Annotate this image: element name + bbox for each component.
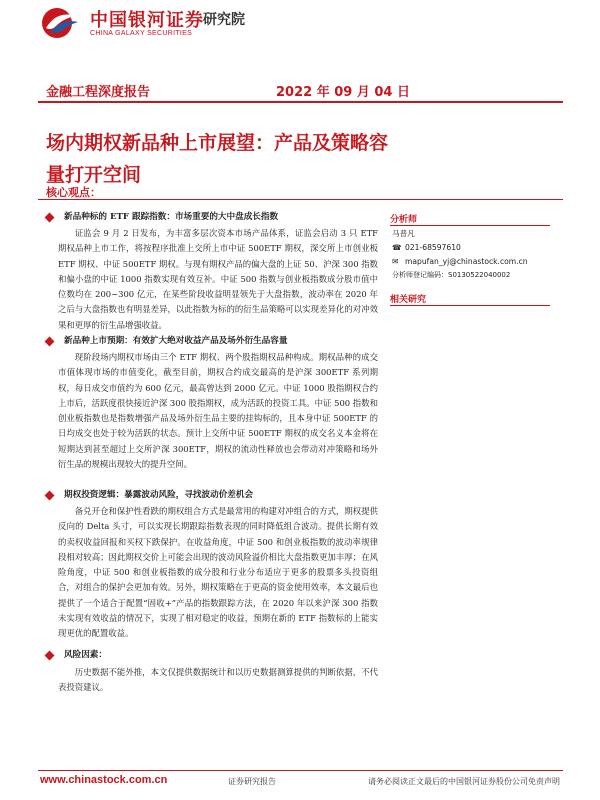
section-paragraph: 现阶段场内期权市场由三个 ETF 期权、两个股指期权品种构成。期权品种的成交市值体现市场的市值变化，截至目前，期权合约成交最高的是沪深 300ETF 系列期权，每日成交市值约为 600 亿元，最高曾达到 2000 亿元。中证 1000 股指期权合约上市后，活跃度很快接近沪深 300 股指期权，成为活跃的投资工具。中证 500 指数和创业板指数也是指数增强产品及场外衍生品主要的挂钩标的，且本身中证 500ETF 的日均成交也处于较为活跃的状态。预计上交所中证 500ETF 期权的成交名义本金将在短期达到甚至超过上交所沪深 300ETF，期权的流动性释放也会带动对冲策略和场外衍生品的规模出现较大的提升空间。 — [58, 352, 378, 470]
brand-name-en: CHINA GALAXY SECURITIES — [90, 30, 193, 37]
phone-icon: ☎ — [392, 243, 402, 252]
page-title: 场内期权新品种上市展望：产品及策略容量打开空间 — [46, 132, 389, 186]
bullet-icon — [45, 213, 55, 223]
bullet-icon — [45, 337, 55, 347]
section-paragraph: 证监会 9 月 2 日发布，为丰富多层次资本市场产品体系，证监会启动 3 只 ETF 期权品种上市工作，将按程序批准上交所上市中证 500ETF 期权，深交所上市创业板 ETF 期权、中证 500ETF 期权。与现有期权产品的偏大盘的上证 50、沪深 300 指数和偏小盘的中证 1000 指数实现有效互补。中证 500 指数与创业板指数成分股市值中位数均在 200~300 亿元，在某些阶段收益明显领先于大盘指数，波动率在 2020 年之后与大盘指数也有明显差异，以此指数为标的的衍生品策略可以实现差异化的对冲效果和更厚的衍生品增强收益。 — [58, 228, 378, 330]
brand-logo-icon — [40, 6, 82, 40]
footer-disclaimer: 请务必阅读正文最后的中国银河证券股份公司免责声明 — [368, 777, 560, 786]
brand-name-cn: 中国银河证券 — [90, 10, 204, 31]
analyst-email[interactable]: mapufan_yj@chinastock.com.cn — [405, 257, 528, 266]
footer-website-link[interactable]: www.chinastock.com.cn — [40, 774, 168, 786]
section-heading-1: 新品种标的 ETF 跟踪指数：市场重要的大中盘成长指数 — [64, 212, 279, 222]
sidebar-divider — [390, 305, 550, 306]
section-body-1 — [58, 226, 378, 333]
report-type: 金融工程深度报告 — [46, 85, 151, 100]
header-divider — [38, 101, 563, 103]
section-body-2 — [58, 350, 378, 472]
section-heading-3: 期权投资逻辑：暴露波动风险，寻找波动价差机会 — [64, 490, 254, 500]
sidebar-divider — [390, 225, 550, 226]
bullet-icon — [45, 491, 55, 501]
related-research-label: 相关研究 — [390, 295, 427, 305]
bullet-icon — [45, 651, 55, 661]
core-viewpoint-label: 核心观点： — [46, 186, 101, 199]
email-icon: ✉ — [392, 257, 399, 266]
analyst-phone: 021-68597610 — [405, 243, 461, 252]
institute-label: 研究院 — [203, 12, 245, 28]
analyst-label: 分析师 — [390, 215, 418, 225]
analyst-cert: 分析师登记编码：S0130522040002 — [392, 271, 511, 279]
section-paragraph: 历史数据不能外推，本文仅提供数据统计和以历史数据测算提供的判断依据，不代表投资建议。 — [58, 667, 378, 693]
footer-report-type: 证券研究报告 — [228, 777, 276, 786]
footer-divider — [38, 770, 563, 771]
core-divider — [38, 199, 563, 200]
section-heading-2: 新品种上市预期：有效扩大绝对收益产品及场外衍生品容量 — [64, 336, 288, 346]
section-body-3 — [58, 504, 378, 642]
analyst-name: 马普凡 — [392, 229, 415, 238]
section-body-4 — [58, 665, 378, 696]
report-date: 2022 年 09 月 04 日 — [276, 85, 410, 100]
section-heading-4: 风险因素： — [64, 650, 107, 660]
section-paragraph: 备兑开仓和保护性看跌的期权组合方式是最常用的构建对冲组合的方式，期权提供反向的 Delta 头寸，可以实现长期跟踪指数表现的同时降低组合波动。提供长期有效的卖权收益回报和买权下跌保护。在收益角度，中证 500 和创业板指数的波动率规律段相对较高；因此期权交价上可能会出现的波动风险溢价相比大盘指数更加丰厚；在风险角度，中证 500 和创业板指数的成分股和行业分布适应于更多的股票多头投资组合，对组合的保护会更加有效。另外，期权策略在于更高的资金使用效率，本文最后也提供了一个适合于配置“固收+”产品的指数跟踪方法，在 2020 年以来沪深 300 指数未实现有效收益的情况下，实现了相对稳定的收益，预期在新的 ETF 指数标的上能实现更优的配置收益。 — [58, 506, 378, 639]
